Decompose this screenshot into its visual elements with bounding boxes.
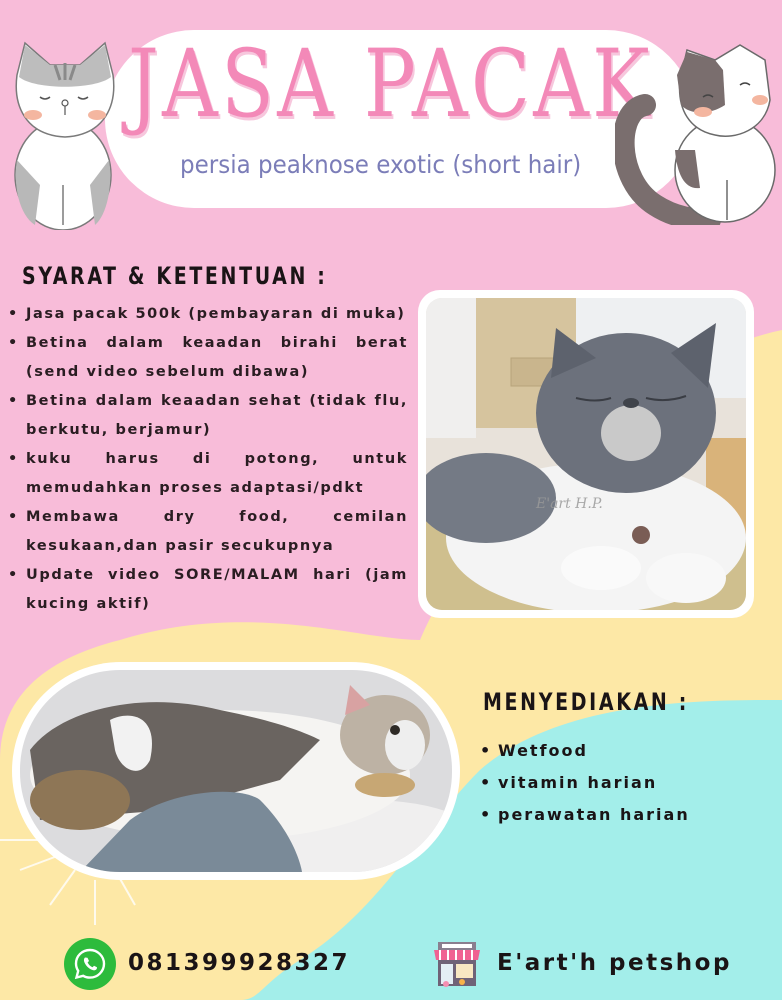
- list-item: • kuku harus di potong, untuk memudahkan proses adaptasi/pdkt: [8, 445, 408, 503]
- cat-photo-calico-lying: [12, 662, 460, 880]
- list-item: • Update video SORE/MALAM hari (jam kucing aktif): [8, 561, 408, 619]
- phone-number[interactable]: 081399928327: [128, 950, 351, 976]
- list-item: • perawatan harian: [480, 799, 690, 831]
- requirements-heading: SYARAT & KETENTUAN :: [22, 262, 328, 290]
- provides-heading: MENYEDIAKAN :: [483, 688, 689, 716]
- list-item: • Jasa pacak 500k (pembayaran di muka): [8, 300, 408, 329]
- shop-name: E'art'h petshop: [497, 950, 732, 976]
- photo-watermark: E'art H.P.: [536, 496, 603, 512]
- calico-cat-illustration: [615, 30, 782, 225]
- page-subtitle: persia peaknose exotic (short hair): [180, 150, 582, 179]
- whatsapp-icon[interactable]: [64, 938, 116, 990]
- page-title: JASA PACAK: [128, 30, 654, 139]
- list-item: • vitamin harian: [480, 767, 690, 799]
- requirements-list: [8, 300, 408, 619]
- gray-tabby-cat-illustration: [5, 35, 123, 230]
- provides-list: [480, 735, 690, 831]
- cat-photo-gray-white: [418, 290, 754, 618]
- list-item: • Betina dalam keaadan birahi berat (send video sebelum dibawa): [8, 329, 408, 387]
- list-item: • Membawa dry food, cemilan kesukaan,dan pasir secukupnya: [8, 503, 408, 561]
- shop-storefront-icon: [432, 940, 482, 990]
- list-item: • Wetfood: [480, 735, 690, 767]
- list-item: • Betina dalam keaadan sehat (tidak flu, berkutu, berjamur): [8, 387, 408, 445]
